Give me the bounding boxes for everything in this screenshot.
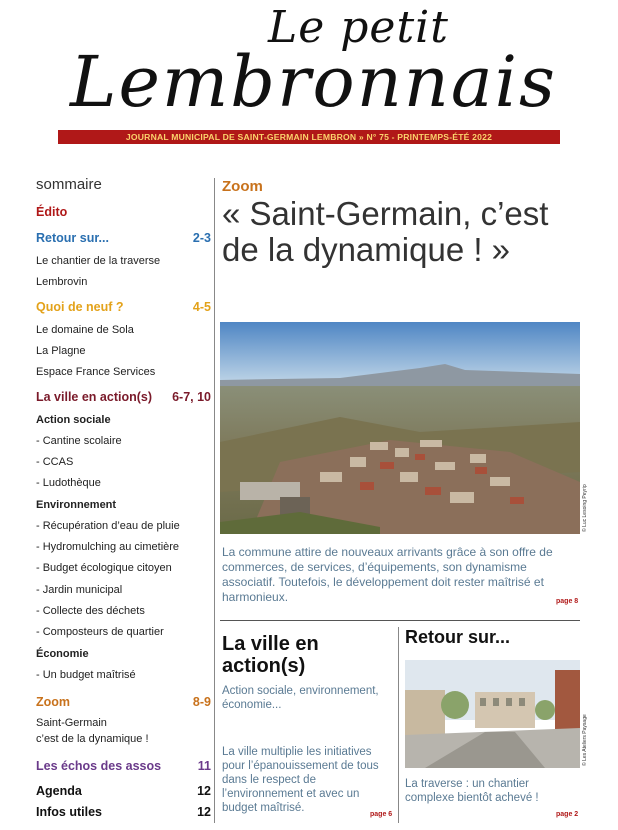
ville-topics: Action sociale, environnement, économie... — [222, 685, 379, 711]
toc-ville[interactable] — [36, 390, 211, 404]
toc-pages: 6-7, 10 — [172, 390, 211, 404]
ville-title: La ville en action(s) — [222, 633, 319, 677]
toc-item: Espace France Services — [36, 366, 156, 378]
toc-label: Les échos des assos — [36, 759, 162, 773]
toc-label: Zoom — [36, 695, 71, 709]
toc-pages: 4-5 — [192, 300, 211, 314]
toc-item: - Récupération d’eau de pluie — [36, 520, 180, 532]
toc-pages: 2-3 — [192, 231, 211, 245]
toc-pages: 12 — [197, 805, 211, 819]
retour-text: La traverse : un chantier complexe bientôt achevé ! — [405, 778, 539, 804]
toc-pages: 8-9 — [192, 695, 211, 709]
toc-label: Retour sur... — [36, 231, 109, 245]
toc-item: - Hydromulching au cimetière — [36, 541, 180, 553]
toc-item: c’est de la dynamique ! — [36, 733, 149, 745]
toc-label: Quoi de neuf ? — [36, 300, 124, 314]
bottom-divider — [398, 627, 399, 823]
masthead-banner: JOURNAL MUNICIPAL DE SAINT-GERMAIN LEMBRON » N° 75 - PRINTEMPS-ÉTÉ 2022 — [58, 130, 560, 144]
toc-pages: 11 — [197, 759, 211, 773]
toc-edito[interactable] — [36, 205, 211, 219]
toc-item: La Plagne — [36, 345, 86, 357]
photo-credit: © Les Ateliers Paysage — [582, 714, 588, 766]
masthead-title-line2: Lembronnais — [70, 41, 557, 123]
toc-agenda[interactable] — [36, 784, 211, 798]
toc-item: - Un budget maîtrisé — [36, 669, 136, 681]
toc-pages: 12 — [197, 784, 211, 798]
zoom-caption: La commune attire de nouveaux arrivants grâce à son offre de commerces, de services, d’équipements, son dynamisme associatif. Toutefois, le développement doit rester maîtrisé et harmonieux. — [222, 545, 553, 604]
masthead-title-line1: Le petit — [268, 2, 449, 53]
toc-label: La ville en action(s) — [36, 390, 153, 404]
headline: « Saint-Germain, c’est de la dynamique ! » — [222, 195, 549, 268]
toc-item: - Ludothèque — [36, 477, 101, 489]
toc-infos[interactable] — [36, 805, 211, 819]
toc-label: Édito — [36, 205, 68, 219]
toc-label: Infos utiles — [36, 805, 102, 819]
retour-title: Retour sur... — [405, 627, 511, 647]
toc-subheading: Action sociale — [36, 414, 111, 426]
traverse-rendering — [405, 660, 580, 768]
retour-page-ref[interactable]: page 2 — [556, 811, 579, 818]
toc-item: - Jardin municipal — [36, 584, 123, 596]
toc-item: Le domaine de Sola — [36, 324, 134, 336]
toc-subheading: Économie — [36, 648, 89, 660]
toc-item: - Collecte des déchets — [36, 605, 145, 617]
section-rule — [220, 620, 580, 621]
sommaire-heading: sommaire — [36, 176, 102, 193]
toc-retour[interactable] — [36, 231, 211, 245]
column-divider — [214, 178, 215, 823]
aerial-town-photo — [220, 322, 580, 534]
toc-quoi[interactable] — [36, 300, 211, 314]
zoom-page-ref[interactable]: page 8 — [556, 598, 579, 605]
zoom-label: Zoom — [222, 178, 263, 195]
toc-label: Agenda — [36, 784, 82, 798]
ville-text: La ville multiplie les initiatives pour l’épanouissement de tous dans le respect de l’environnement et avec un budget maîtrisé. — [222, 746, 379, 814]
toc-item: - Budget écologique citoyen — [36, 562, 172, 574]
toc-item: Saint-Germain — [36, 717, 107, 729]
toc-item: Lembrovin — [36, 276, 88, 288]
toc-item: - Composteurs de quartier — [36, 626, 164, 638]
toc-echos[interactable] — [36, 759, 211, 773]
toc-subheading: Environnement — [36, 499, 117, 511]
toc-item: - CCAS — [36, 456, 74, 468]
toc-item: Le chantier de la traverse — [36, 255, 161, 267]
ville-page-ref[interactable]: page 6 — [370, 811, 393, 818]
toc-item: - Cantine scolaire — [36, 435, 122, 447]
toc-zoom[interactable] — [36, 695, 211, 709]
photo-credit: © Luc Lesoing Peyrip — [582, 484, 588, 532]
